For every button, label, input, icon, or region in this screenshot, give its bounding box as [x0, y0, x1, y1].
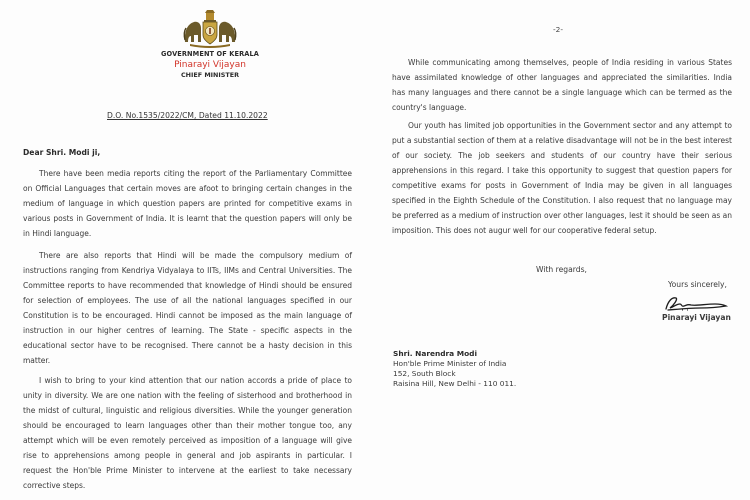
government-name: GOVERNMENT OF KERALA [161, 50, 259, 58]
salutation: Dear Shri. Modi ji, [23, 148, 101, 157]
paragraph: There have been media reports citing the report of the Parliamentary Committee on Official Languages that certain moves are afoot to bringing certain changes in the medium of language in which question papers are printed for competitive exams in various posts in Government of India. It is learnt that the question papers will only be in Hindi language. [23, 169, 352, 238]
letterhead [150, 8, 270, 80]
paragraph: Our youth has limited job opportunities in the Government sector and any attempt to put a substantial section of them at a relative disadvantage will not be in the best interest of our society. The job seekers and students of our country have their serious apprehensions in this regard. I take this opportunity to suggest that question papers for competitive exams for posts in Government of India may be given in all languages specified in the Eighth Schedule of the Constitution. I also request that no language may be preferred as a medium of instruction over other languages, lest it should be seen as an imposition. This does not augur well for our cooperative federal setup. [392, 121, 732, 235]
letter-page-2 [375, 0, 750, 500]
addressee-block [393, 349, 516, 389]
signer-name: Pinarayi Vijayan [662, 313, 731, 322]
handwritten-signature-icon [660, 295, 730, 313]
addressee-address-line-1: 152, South Block [393, 369, 456, 378]
regards-line: With regards, [536, 265, 587, 274]
paragraph: While communicating among themselves, people of India residing in various States have assimilated knowledge of other languages and appreciated the similarities. India has many languages and there cannot be a single language which can be termed as the country's language. [392, 58, 732, 112]
addressee-address-line-2: Raisina Hill, New Delhi - 110 011. [393, 379, 517, 388]
addressee-name: Shri. Narendra Modi [393, 349, 477, 358]
page-number: -2- [553, 25, 564, 34]
closing-line: Yours sincerely, [668, 280, 727, 289]
paragraph: There are also reports that Hindi will be made the compulsory medium of instructions ranging from Kendriya Vidyalaya to IITs, IIMs and Central Universities. The Committee reports to have recommended that knowledge of Hindi should be ensured for selection of employees. The use of all the national languages specified in our Constitution is to be encouraged. Hindi cannot be imposed as the main language of instruction in our higher centres of learning. The State - specific aspects in the educational sector have to be recognised. There cannot be a hasty decision in this matter. [23, 251, 352, 365]
addressee-designation: Hon'ble Prime Minister of India [393, 359, 507, 368]
reference-number: D.O. No.1535/2022/CM, Dated 11.10.2022 [107, 111, 268, 120]
chief-minister-title: CHIEF MINISTER [180, 71, 240, 79]
chief-minister-name: Pinarayi Vijayan [174, 60, 246, 70]
paragraph: I wish to bring to your kind attention that our nation accords a pride of place to unity in diversity. We are one nation with the feeling of sisterhood and brotherhood in the midst of cultural, linguistic and religious diversities. While the younger generation should be encouraged to learn languages other than their mother tongue too, any attempt which will be even remotely perceived as imposition of a language will give rise to apprehensions among people in general and job aspirants in particular. I request the Hon'ble Prime Minister to intervene at the earliest to take necessary corrective steps. [23, 376, 352, 490]
kerala-state-emblem-icon [182, 8, 238, 48]
